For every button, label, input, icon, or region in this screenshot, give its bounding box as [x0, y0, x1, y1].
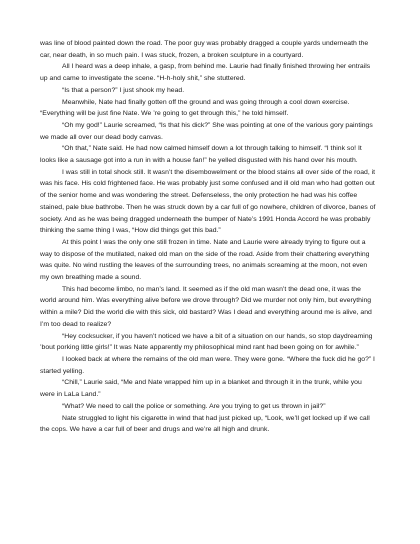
paragraph: “Oh my god!” Laurie screamed, “Is that his dick?” She was pointing at one of the various gory paintings we made all over our dead body canvas.	[40, 121, 373, 141]
paragraph: “Oh that,” Nate said. He had now calmed himself down a lot through talking to himself. “I think so! It looks like a sausage got into a run in with a house fan!” he yelled disgusted with his hand over his mouth.	[40, 145, 362, 165]
paragraph: “What? We need to call the police or something. Are you trying to get us thrown in jail?”	[62, 402, 326, 410]
paragraph: was line of blood painted down the road. The poor guy was probably dragged a couple yards underneath the car, near death, in so much pain. I was stuck, frozen, a broken sculpture in a courtyard.	[40, 40, 369, 59]
paragraph: Meanwhile, Nate had finally gotten off the ground and was going through a cool down exercise. “Everything will be just fine Nate. We ’re going to get through this,” he told himself.	[40, 98, 350, 118]
paragraph: At this point I was the only one still frozen in time. Nate and Laurie were already trying to figure out a way to dispose of the mutilated, naked old man on the side of the road. Aside from their chattering everything was quite. No wind rustling the leaves of the surrounding trees, no animals screaming at the moon, not even my own breathing made a sound.	[40, 238, 370, 282]
story-body	[40, 38, 378, 436]
paragraph: This had become limbo, no man’s land. It seemed as if the old man wasn’t the dead one, it was the world around him. Was everything alive before we drove through? Did we murder not only him, but everything within a mile? Did the world die with this sick, old bastard? Was I dead and everything around me is alive, and I’m too dead to realize?	[40, 285, 372, 328]
paragraph: “Is that a person?” I just shook my head.	[62, 86, 185, 94]
paragraph: I looked back at where the remains of the old man were. They were gone. “Where the fuck did he go?” I started yelling.	[40, 355, 375, 375]
paragraph: Nate struggled to light his cigarette in wind that had just picked up, “Look, we’ll get locked up if we call the cops. We have a car full of beer and drugs and we’re all high and drunk.	[40, 414, 370, 434]
paragraph: I was still in total shock still. It wasn’t the disembowelment or the blood stains all over side of the road, it was his face. His cold frightened face. He was probably just some confused and ill old man who had gotten out of the senior home and was wondering the street. Defenseless, the only protection he had was his coffee stained, pale blue bathrobe. Then he was struck down by a car full of go nowhere, children of divorce, banes of society. And as he was being dragged underneath the bumper of Nate’s 1991 Honda Accord he was probably thinking the same thing I was, “How did things get this bad.”	[40, 168, 376, 235]
paragraph: All I heard was a deep inhale, a gasp, from behind me. Laurie had finally finished throwing her entrails up and came to investigate the scene. “H-h-holy shit,” she stuttered.	[40, 63, 371, 83]
paragraph: “Chill,” Laurie said, “Me and Nate wrapped him up in a blanket and through it in the trunk, while you were in LaLa Land.”	[40, 379, 362, 399]
paragraph: “Hey cocksucker, if you haven’t noticed we have a bit of a situation on our hands, so stop daydreaming ’bout porking little girls!” It was Nate apparently my philosophical mind rant had been going on for awhile.”	[40, 332, 373, 352]
